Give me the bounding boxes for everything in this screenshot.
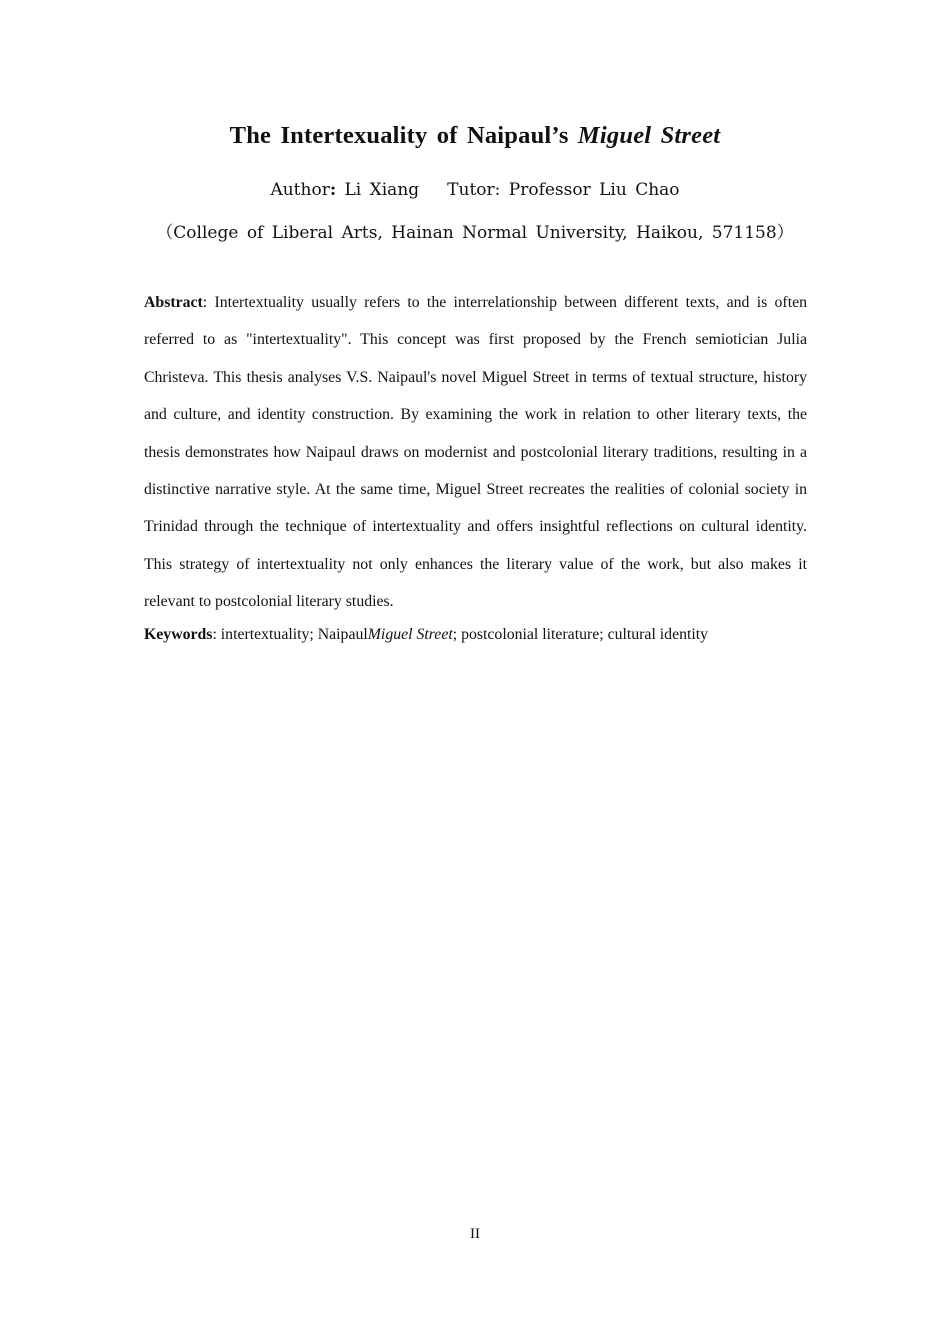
keywords-separator: :: [212, 626, 221, 643]
abstract-text: Intertextuality usually refers to the interrelationship between different texts, and is often referred to as "intertextuality". This concept was first proposed by the French semiotician Julia Christeva. This thesis analyses V.S. Naipaul's novel Miguel Street in terms of textual structure, history and culture, and identity construction. By examining the work in relation to other literary texts, the thesis demonstrates how Naipaul draws on modernist and postcolonial literary traditions, resulting in a distinctive narrative style. At the same time, Miguel Street recreates the realities of colonial society in Trinidad through the technique of intertextuality and offers insightful reflections on cultural identity. This strategy of intertextuality not only enhances the literary value of the work, but also makes it relevant to postcolonial literary studies.: [144, 294, 807, 611]
abstract-separator: :: [202, 294, 215, 311]
tutor-line: Tutor: Professor Liu Chao: [447, 180, 680, 200]
paper-title: [0, 122, 950, 150]
title-italic-work: Miguel Street: [577, 122, 721, 149]
keywords-part2: ; postcolonial literature; cultural identity: [452, 626, 709, 643]
author-label: Author: [270, 180, 330, 200]
abstract-label: Abstract: [144, 294, 203, 311]
byline: [0, 180, 950, 200]
keywords-line: [144, 619, 844, 651]
page-number: II: [470, 1226, 480, 1242]
affiliation: （College of Liberal Arts, Hainan Normal University, Haikou, 571158）: [156, 223, 794, 243]
keywords-part1: intertextuality; Naipaul: [220, 626, 368, 643]
author-colon: :: [329, 180, 337, 200]
author-name: Li Xiang: [336, 180, 420, 200]
keywords-label: Keywords: [144, 626, 213, 643]
title-main: The Intertexuality of Naipaul’s: [229, 122, 578, 149]
keywords-italic-work: Miguel Street: [367, 626, 453, 643]
abstract-paragraph: [144, 284, 807, 621]
